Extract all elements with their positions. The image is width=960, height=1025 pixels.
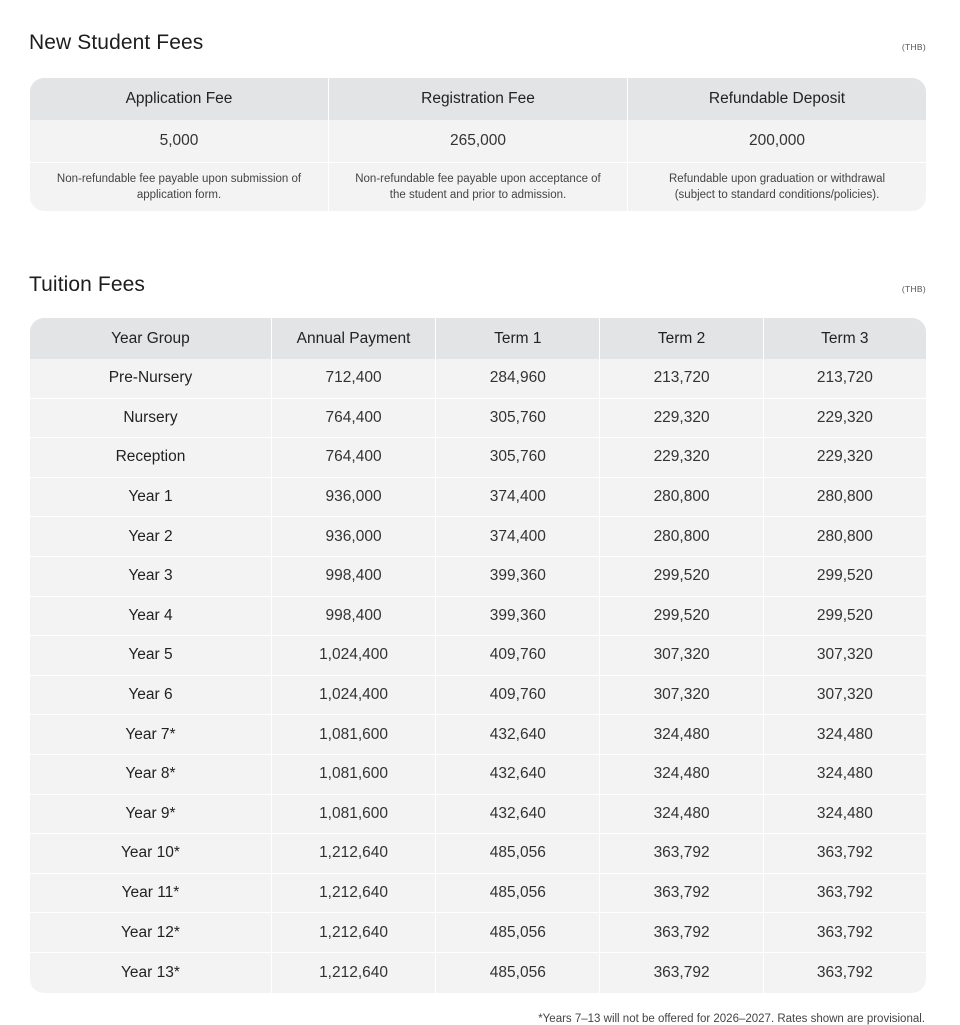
registration-fee-amount: 265,000 [329,120,627,163]
term-2-cell: 299,520 [600,557,763,596]
term-3-cell: 363,792 [816,923,873,941]
application-fee-amount: 5,000 [30,120,328,163]
header-registration-fee: Registration Fee [329,78,628,120]
table-row [30,715,926,755]
term-1-cell: 399,360 [436,557,600,596]
tuition-footnote: *Years 7–13 will not be offered for 2026–2027. Rates shown are provisional. [538,1013,925,1025]
annual-payment-cell: 1,081,600 [272,715,436,754]
header-term-3: Term 3 [821,329,869,347]
year-group-cell: Year 3 [30,557,272,596]
table-row [30,359,926,399]
year-group-cell: Year 7* [30,715,272,754]
term-2-cell: 213,720 [600,359,763,398]
term-3-cell: 307,320 [816,686,873,704]
application-fee-column [30,120,329,211]
year-group-cell: Reception [30,438,272,477]
table-row [30,953,926,993]
term-1-cell: 485,056 [436,953,600,993]
term-3-cell: 213,720 [816,369,873,387]
refundable-deposit-column [628,120,926,211]
refundable-deposit-note: Refundable upon graduation or withdrawal (subject to standard conditions/policies). [668,173,886,201]
header-refundable-deposit: Refundable Deposit [708,90,846,107]
header-term-2: Term 2 [600,318,763,359]
header-annual-payment: Annual Payment [272,318,436,359]
annual-payment-cell: 1,212,640 [272,953,436,993]
term-2-cell: 307,320 [600,676,763,715]
term-2-cell: 324,480 [600,715,763,754]
table-row [30,399,926,439]
term-2-cell: 280,800 [600,517,763,556]
new-student-fees-currency: (THB) [901,42,926,52]
term-2-cell: 363,792 [600,913,763,952]
term-3-cell: 299,520 [816,567,873,585]
term-3-cell: 229,320 [816,408,873,426]
term-2-cell: 280,800 [600,478,763,517]
new-student-fees-title: New Student Fees [29,31,204,54]
term-2-cell: 229,320 [600,399,763,438]
refundable-deposit-amount: 200,000 [628,120,926,163]
term-1-cell: 305,760 [436,399,600,438]
term-3-cell: 324,480 [816,765,873,783]
annual-payment-cell: 1,212,640 [272,834,436,873]
table-row [30,834,926,874]
new-student-fees-table [30,78,926,211]
table-row [30,676,926,716]
table-row [30,438,926,478]
table-row [30,636,926,676]
term-2-cell: 229,320 [600,438,763,477]
term-2-cell: 324,480 [600,795,763,834]
term-3-cell: 363,792 [816,844,873,862]
term-3-cell: 324,480 [816,804,873,822]
term-3-cell: 229,320 [816,448,873,466]
term-3-cell: 363,792 [816,884,873,902]
term-1-cell: 374,400 [436,517,600,556]
term-1-cell: 485,056 [436,913,600,952]
year-group-cell: Year 4 [30,597,272,636]
term-3-cell: 280,800 [816,488,873,506]
annual-payment-cell: 712,400 [272,359,436,398]
year-group-cell: Year 6 [30,676,272,715]
tuition-fees-table [30,318,926,993]
table-row [30,913,926,953]
term-2-cell: 363,792 [600,874,763,913]
term-2-cell: 324,480 [600,755,763,794]
table-row [30,795,926,835]
table-row [30,597,926,637]
table-row [30,478,926,518]
year-group-cell: Year 2 [30,517,272,556]
year-group-cell: Year 5 [30,636,272,675]
annual-payment-cell: 764,400 [272,438,436,477]
new-student-fees-header-row [30,78,926,120]
term-3-cell: 324,480 [816,725,873,743]
annual-payment-cell: 1,024,400 [272,636,436,675]
header-year-group: Year Group [30,318,272,359]
tuition-header-row [30,318,926,359]
annual-payment-cell: 1,081,600 [272,795,436,834]
term-1-cell: 284,960 [436,359,600,398]
table-row [30,755,926,795]
table-row [30,874,926,914]
year-group-cell: Year 9* [30,795,272,834]
term-1-cell: 432,640 [436,755,600,794]
term-1-cell: 305,760 [436,438,600,477]
term-1-cell: 432,640 [436,795,600,834]
table-row [30,557,926,597]
term-1-cell: 399,360 [436,597,600,636]
header-term-1: Term 1 [436,318,600,359]
annual-payment-cell: 998,400 [272,597,436,636]
term-2-cell: 363,792 [600,834,763,873]
annual-payment-cell: 1,024,400 [272,676,436,715]
term-1-cell: 409,760 [436,676,600,715]
registration-fee-column [329,120,628,211]
tuition-fees-currency: (THB) [901,284,926,294]
term-1-cell: 485,056 [436,874,600,913]
tuition-fees-title: Tuition Fees [29,273,145,296]
term-2-cell: 307,320 [600,636,763,675]
annual-payment-cell: 1,212,640 [272,874,436,913]
year-group-cell: Year 10* [30,834,272,873]
term-3-cell: 307,320 [816,646,873,664]
year-group-cell: Nursery [30,399,272,438]
term-2-cell: 299,520 [600,597,763,636]
header-application-fee: Application Fee [30,78,329,120]
term-3-cell: 299,520 [816,606,873,624]
term-2-cell: 363,792 [600,953,763,993]
year-group-cell: Year 13* [30,953,272,993]
annual-payment-cell: 764,400 [272,399,436,438]
year-group-cell: Pre-Nursery [30,359,272,398]
registration-fee-note: Non-refundable fee payable upon acceptance of the student and prior to admission. [355,173,601,201]
annual-payment-cell: 1,212,640 [272,913,436,952]
term-1-cell: 409,760 [436,636,600,675]
year-group-cell: Year 8* [30,755,272,794]
term-1-cell: 432,640 [436,715,600,754]
term-3-cell: 363,792 [816,963,873,981]
year-group-cell: Year 11* [30,874,272,913]
term-1-cell: 374,400 [436,478,600,517]
table-row [30,517,926,557]
year-group-cell: Year 1 [30,478,272,517]
year-group-cell: Year 12* [30,913,272,952]
tuition-body [30,359,926,993]
annual-payment-cell: 936,000 [272,478,436,517]
annual-payment-cell: 1,081,600 [272,755,436,794]
annual-payment-cell: 936,000 [272,517,436,556]
term-3-cell: 280,800 [816,527,873,545]
annual-payment-cell: 998,400 [272,557,436,596]
application-fee-note: Non-refundable fee payable upon submission of application form. [56,173,302,201]
term-1-cell: 485,056 [436,834,600,873]
